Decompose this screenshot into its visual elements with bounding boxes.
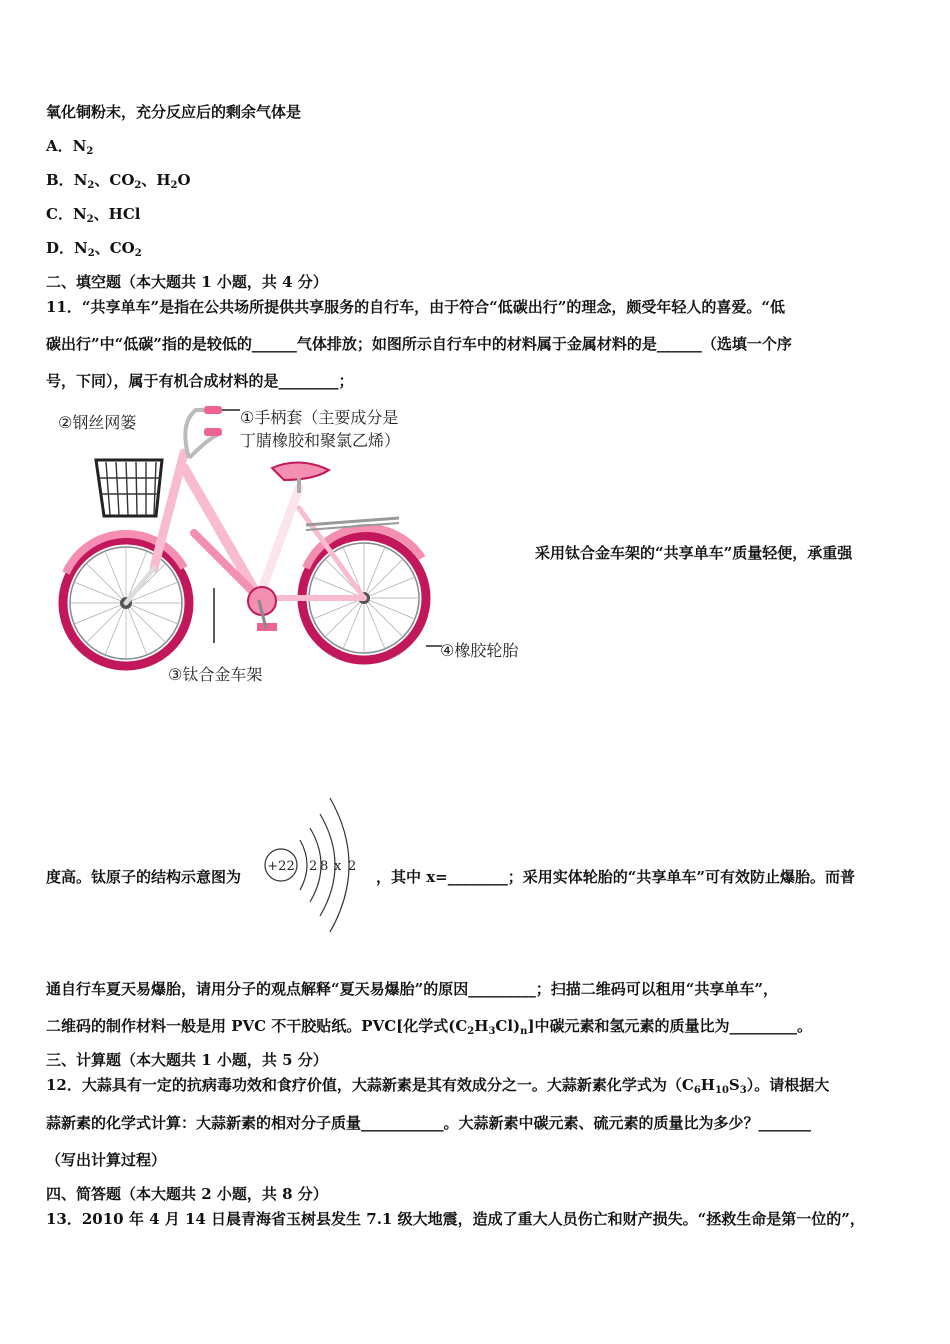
question-11-line-4b: ，其中 x=________；采用实体轮胎的“共享单车”可有效防止爆胎。而普: [376, 868, 855, 886]
section-2-title: 二、填空题（本大题共 1 小题，共 4 分）: [46, 273, 328, 291]
question-10-stem: 氧化铜粉末，充分反应后的剩余气体是: [46, 103, 302, 121]
shell-1-electrons: 2: [309, 859, 318, 874]
option-c: C．$N_2$、HCl: [46, 205, 141, 225]
label-titanium-frame: ③钛合金车架: [168, 665, 263, 684]
section-4-title: 四、简答题（本大题共 2 小题，共 8 分）: [46, 1185, 328, 1203]
question-11-line-1: 11．“共享单车”是指在公共场所提供共享服务的自行车，由于符合“低碳出行”的理念，颇受年轻人的喜爱。“低: [46, 298, 786, 316]
question-12-line-2: 蒜新素的化学式计算：大蒜新素的相对分子质量___________。大蒜新素中碳元素、硫元素的质量比为多少？_______: [46, 1114, 812, 1132]
question-12-line-3: （写出计算过程）: [46, 1151, 167, 1169]
option-d: D．$N_2$、$CO_2$: [46, 239, 142, 259]
question-11-line-4a: 度高。钛原子的结构示意图为: [46, 868, 242, 886]
question-11-line-5: 通自行车夏天易爆胎，请用分子的观点解释“夏天易爆胎”的原因_________；扫描二维码可以租用“共享单车”，: [46, 980, 779, 998]
shell-2-electrons: 8: [320, 859, 329, 874]
question-12-line-1: 12．大蒜具有一定的抗病毒功效和食疗价值，大蒜新素是其有效成分之一。大蒜新素化学式为$(C_6H_{10}S_3)$。请根据大: [46, 1076, 830, 1096]
label-rubber-tire: ④橡胶轮胎: [440, 641, 519, 660]
label-handle-grip-material: 丁腈橡胶和聚氯乙烯）: [240, 431, 401, 450]
question-11-line-2: 碳出行”中“低碳”指的是较低的______气体排放；如图所示自行车中的材料属于金属材料的是______（选填一个序: [46, 335, 792, 353]
nucleus-charge: +22: [267, 859, 295, 874]
question-13-line-1: 13．2010 年 4 月 14 日晨青海省玉树县发生 7.1 级大地震，造成了重大人员伤亡和财产损失。“拯救生命是第一位的”，: [46, 1210, 865, 1228]
question-11-side-text: 采用钛合金车架的“共享单车”质量轻便，承重强: [535, 544, 853, 562]
option-b: B．$N_2$、$CO_2$、$H_2O$: [46, 171, 191, 191]
shell-3-electrons: x: [334, 859, 342, 874]
label-handle-grip: ①手柄套（主要成分是: [240, 408, 399, 427]
question-11-line-3: 号，下同），属于有机合成材料的是________；: [46, 372, 354, 390]
titanium-atom-diagram: [262, 790, 372, 940]
label-steel-basket: ②钢丝网篓: [58, 413, 137, 432]
question-11-line-6: 二维码的制作材料一般是用 PVC 不干胶贴纸。PVC[化学式$(C_2H_3Cl)_n$]中碳元素和氢元素的质量比为_________。: [46, 1017, 813, 1037]
shell-4-electrons: 2: [348, 859, 357, 874]
section-3-title: 三、计算题（本大题共 1 小题，共 5 分）: [46, 1051, 328, 1069]
option-a: A．$N_2$: [46, 137, 94, 157]
